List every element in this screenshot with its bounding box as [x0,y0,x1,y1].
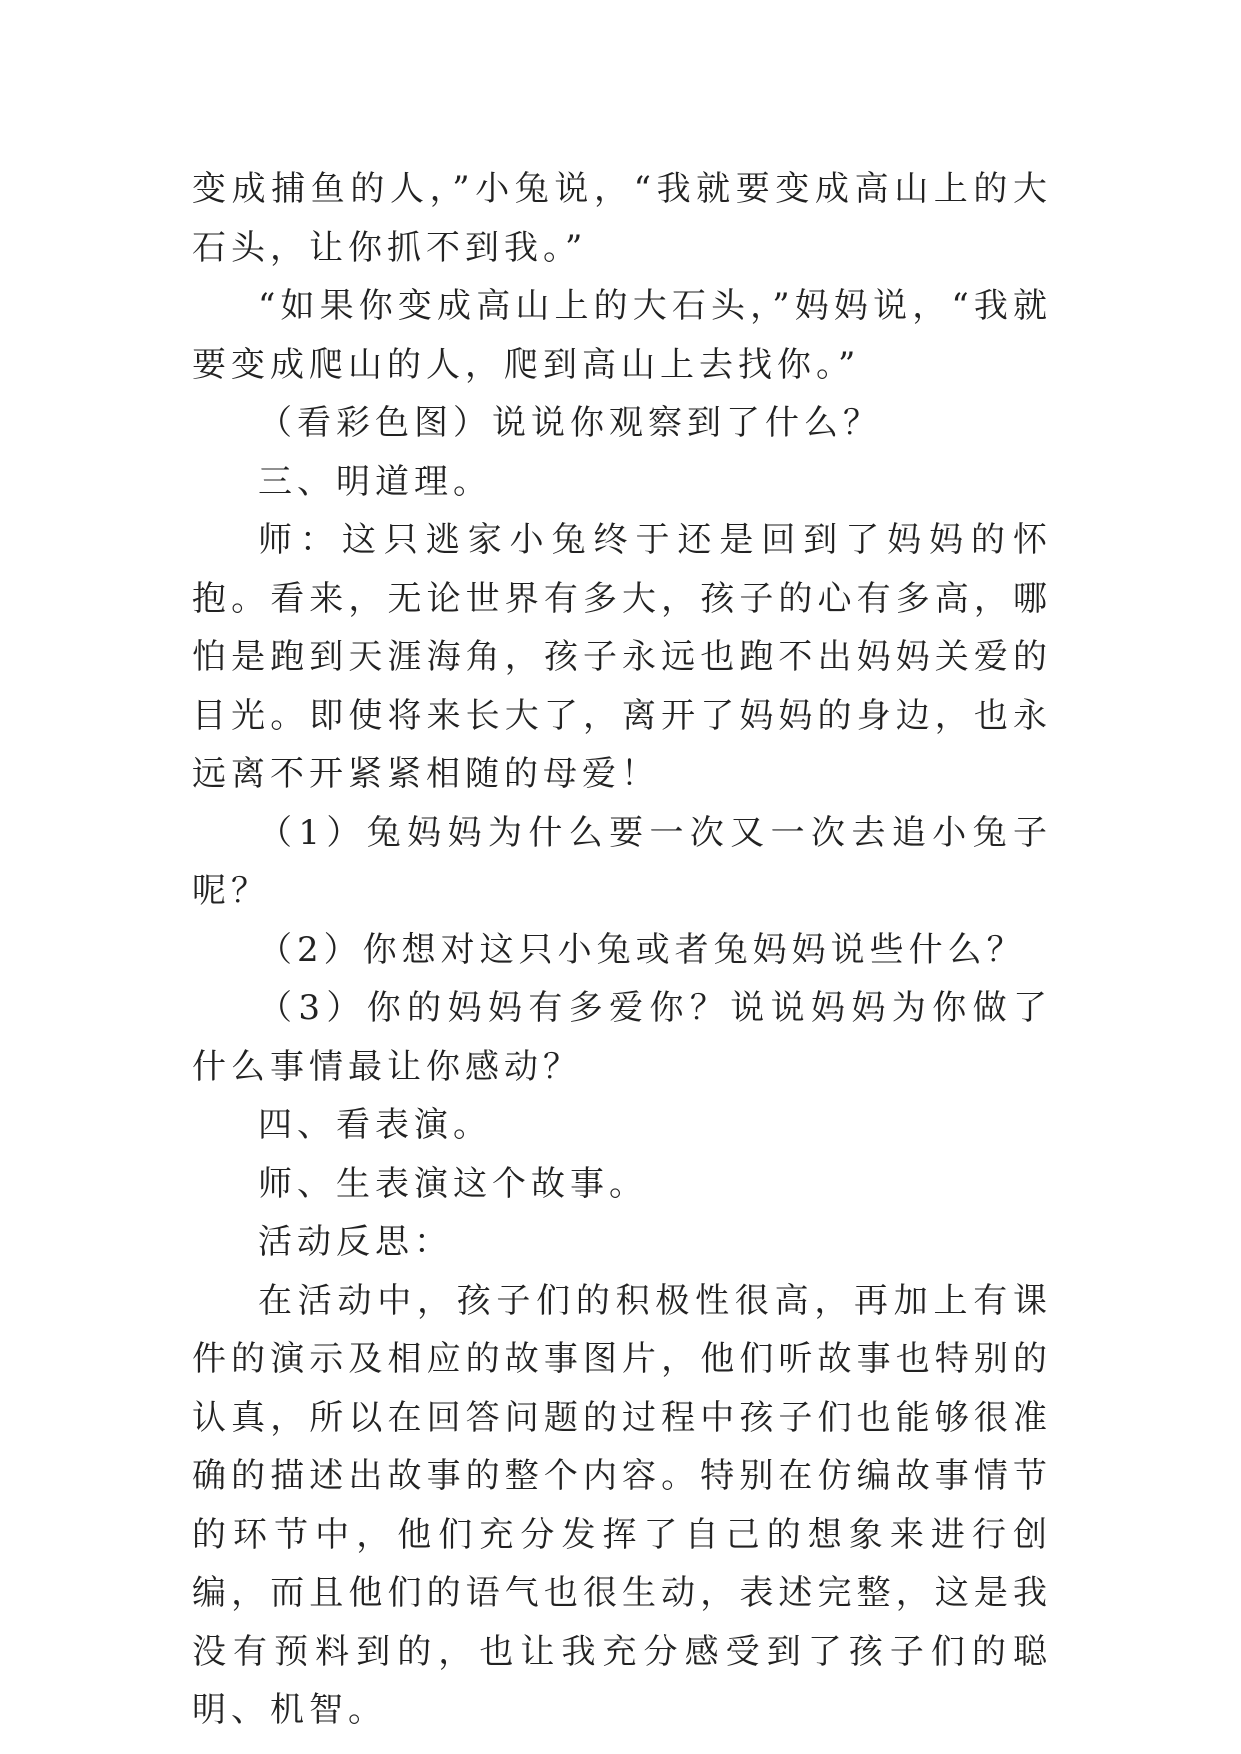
section-heading-4: 四、看表演。 [258,1105,492,1145]
paragraph-teacher-summary: 师：这只逃家小兔终于还是回到了妈妈的怀抱。看来，无论世界有多大，孩子的心有多高，哪怕是跑到天涯海角，孩子永远也跑不出妈妈关爱的目光。即使将来长大了，离开了妈妈的身边，也永远离不开紧紧相随的母爱！ [192,520,1052,794]
question-1: （1）兔妈妈为什么要一次又一次去追小兔子呢？ [192,812,1052,911]
paragraph-mother-reply: “如果你变成高山上的大石头，”妈妈说，“我就要变成爬山的人，爬到高山上去找你。” [192,286,1052,385]
question-2: （2）你想对这只小兔或者兔妈妈说些什么？ [258,929,1026,970]
paragraph-continuation: 变成捕鱼的人，”小兔说，“我就要变成高山上的大石头，让你抓不到我。” [192,169,1052,268]
section-heading-3: 三、明道理。 [258,461,492,502]
document-body [192,160,1052,1740]
reflection-heading: 活动反思： [258,1222,453,1262]
paragraph-observe-picture: （看彩色图）说说你观察到了什么？ [258,403,882,443]
question-3: （3）你的妈妈有多爱你？说说妈妈为你做了什么事情最让你感动？ [192,988,1052,1087]
paragraph-reflection: 在活动中，孩子们的积极性很高，再加上有课件的演示及相应的故事图片，他们听故事也特别的认真，所以在回答问题的过程中孩子们也能够很准确的描述出故事的整个内容。特别在仿编故事情节的环节中，他们充分发挥了自己的想象来进行创编，而且他们的语气也很生动，表述完整，这是我没有预料到的，也让我充分感受到了孩子们的聪明、机智。 [192,1280,1052,1730]
paragraph-performance: 师、生表演这个故事。 [258,1163,648,1204]
